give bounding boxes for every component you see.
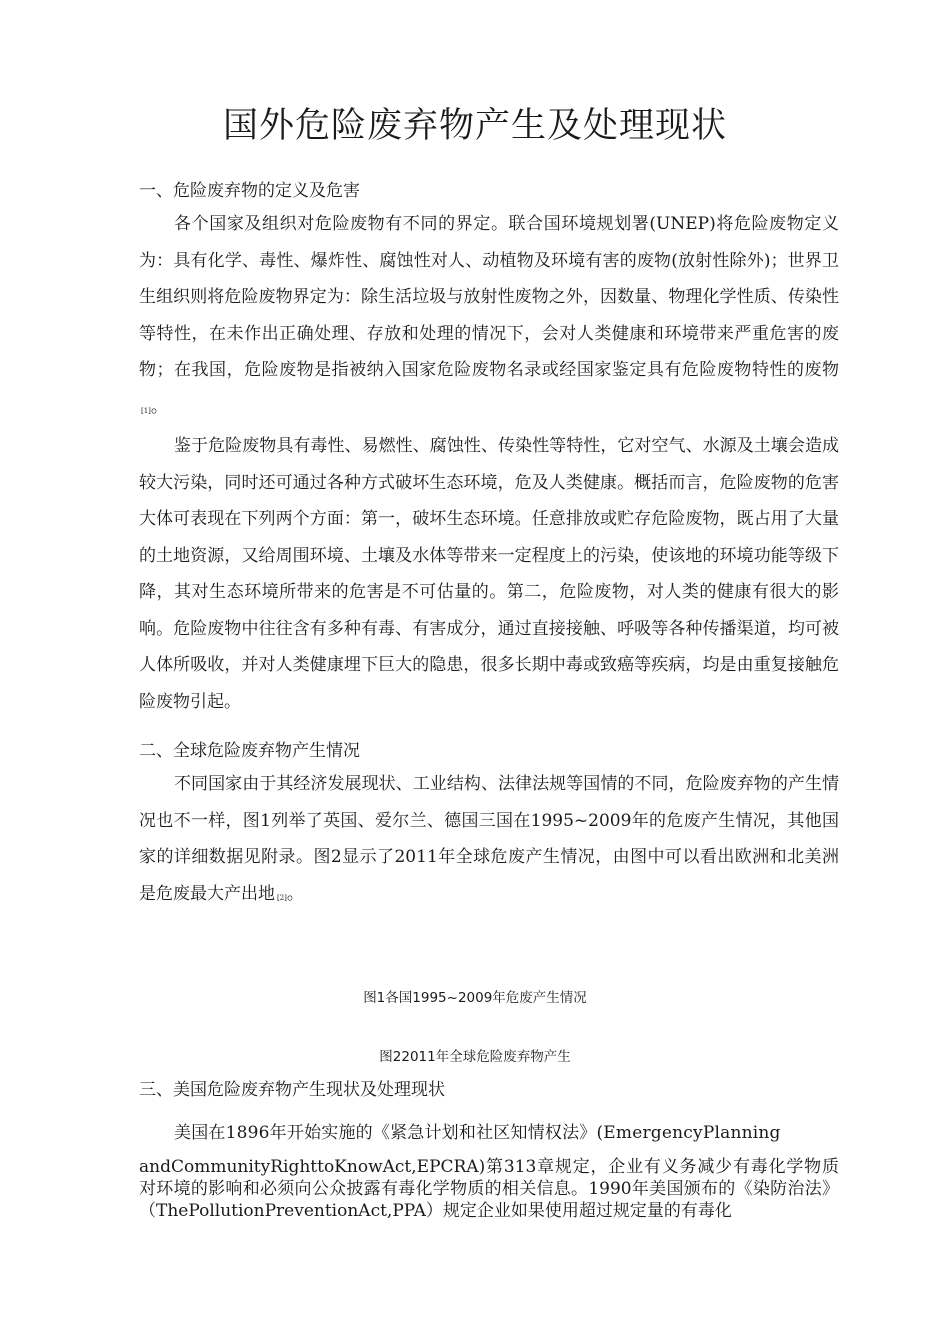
figure1-caption: 图1各国1995~2009年危废产生情况	[363, 990, 587, 1006]
citation-marker[interactable]: [2]	[277, 893, 287, 902]
paragraph-global	[139, 766, 839, 916]
paragraph-definition	[139, 206, 839, 429]
section-heading-usa: 三、美国危险废弃物产生现状及处理现状	[139, 1080, 445, 1100]
section-heading-global: 二、全球危险废弃物产生情况	[139, 741, 360, 761]
paragraph-hazards: 鉴于危险废物具有毒性、易燃性、腐蚀性、传染性等特性，它对空气、水源及土壤会造成较大污染，同时还可通过各种方式破坏生态环境，危及人类健康。概括而言，危险废物的危害大体可表现在下列两个方面：第一，破坏生态环境。任意排放或贮存危险废物，既占用了大量的土地资源，又给周围环境、土壤及水体等带来一定程度上的污染，使该地的环境功能等级下降，其对生态环境所带来的危害是不可估量的。第二，危险废物，对人类的健康有很大的影响。危险废物中往往含有多种有毒、有害成分，通过直接接触、呼吸等各种传播渠道，均可被人体所吸收，并对人类健康埋下巨大的隐患，很多长期中毒或致癌等疾病，均是由重复接触危险废物引起。	[139, 436, 839, 712]
paragraph-usa: andCommunityRighttoKnowAct,EPCRA)第313章规定，企业有义务减少有毒化学物质对环境的影响和必须向公众披露有毒化学物质的相关信息。1990年美国颁布的《染防治法》（ThePollutionPreventionAct,PPA）规定企业如果使用超过规定量的有毒化	[139, 1157, 839, 1221]
paragraph-end: 。	[286, 883, 304, 904]
citation-marker[interactable]: [1]	[141, 406, 151, 415]
paragraph-text: 各个国家及组织对危险废物有不同的界定。联合国环境规划署(UNEP)将危险废物定义为：具有化学、毒性、爆炸性、腐蚀性对人、动植物及环境有害的废物(放射性除外)；世界卫生组织则将危险废物界定为：除生活垃圾与放射性废物之外，因数量、物理化学性质、传染性等特性，在未作出正确处理、存放和处理的情况下，会对人类健康和环境带来严重危害的废物；在我国，危险废物是指被纳入国家危险废物名录或经国家鉴定具有危险废物特性的废物	[139, 214, 839, 380]
document-title: 国外危险废弃物产生及处理现状	[222, 106, 727, 146]
paragraph-usa-first-line: 美国在1896年开始实施的《紧急计划和社区知情权法》(EmergencyPlanning	[174, 1123, 781, 1143]
section-heading-definition: 一、危险废弃物的定义及危害	[139, 181, 360, 201]
figure2-caption: 图22011年全球危险废弃物产生	[379, 1049, 571, 1065]
paragraph-end: 。	[150, 396, 168, 417]
paragraph-text: 不同国家由于其经济发展现状、工业结构、法律法规等国情的不同，危险废弃物的产生情况也不一样，图1列举了英国、爱尔兰、德国三国在1995~2009年的危废产生情况，其他国家的详细数据见附录。图2显示了2011年全球危废产生情况，由图中可以看出欧洲和北美洲是危废最大产出地	[139, 774, 839, 904]
